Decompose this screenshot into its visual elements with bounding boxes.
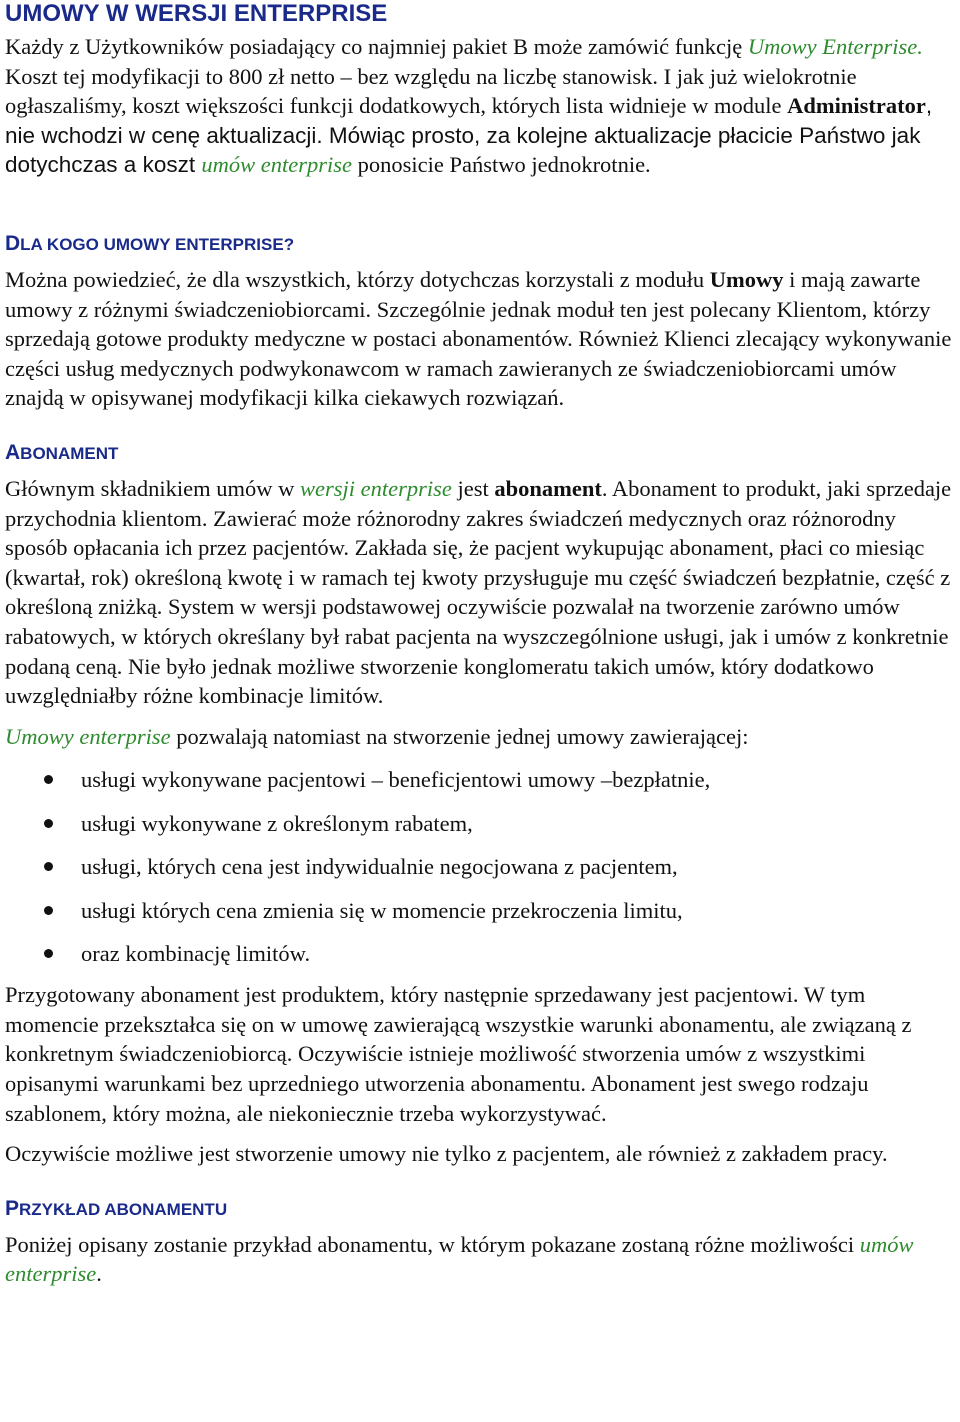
przyklad-text-1: Poniżej opisany zostanie przykład abonamentu, w którym pokazane zostaną różne możliwości: [5, 1231, 860, 1257]
intro-bold-administrator: Administrator: [787, 93, 926, 119]
list-item: [5, 939, 957, 980]
abonament-text-2: jest: [451, 475, 495, 501]
list-item-text: usługi wykonywane z określonym rabatem,: [81, 810, 473, 836]
intro-highlight-umow-enterprise: umów enterprise: [201, 152, 352, 178]
abonament-highlight-wersji-enterprise: wersji enterprise: [299, 475, 452, 501]
list-item-text: usługi, których cena jest indywidualnie negocjowana z pacjentem,: [81, 854, 678, 880]
przyklad-text-2: .: [96, 1261, 102, 1287]
abonament-bullet-list: [5, 765, 957, 980]
intro-text-4: ponosicie Państwo jednokrotnie.: [351, 152, 651, 178]
abonament-paragraph-4: Oczywiście możliwe jest stworzenie umowy nie tylko z pacjentem, ale również z zakładem pracy.: [5, 1141, 888, 1167]
abonament-paragraph-3: Przygotowany abonament jest produktem, który następnie sprzedawany jest pacjentowi. W tym momencie przekształca się on w umowę zawierającą wszystkie warunki abonamentu, ale związaną z konkretnym świadczeniobiorcą. Oczywiście istnieje możliwość stworzenia umów z wszystkimi opisanymi warunkami bez uprzedniego utworzenia abonamentu. Abonament jest swego rodzaju szablonem, który można, ale niekoniecznie trzeba wykorzystywać.: [5, 982, 912, 1126]
abonament-paragraph-2: [5, 722, 957, 752]
intro-text-2: Koszt tej modyfikacji to 800 zł netto – bez względu na liczbę stanowisk. I jak już wielokrotnie ogłaszaliśmy, koszt większości funkcji dodatkowych, których lista widnieje w module: [5, 63, 857, 119]
abonament-text-3: . Abonament to produkt, jaki sprzedaje przychodnia klientom. Zawierać może różnorodny zakres świadczeń medycznych oraz różnorodny sposób opłacania ich przez pacjentów. Zakłada się, że pacjent wykupując abonament, płaci co miesiąc (kwartał, rok) określoną kwotę i w ramach tej kwoty przysługuje mu część świadczeń bezpłatnie, część z określoną zniżką. System w wersji podstawowej oczywiście pozwalał na tworzenie zarówno umów rabatowych, w których określany był rabat pacjenta na wyszczególnione usługi, jak i umów z konkretnie podaną ceną. Nie było jednak możliwe stworzenie konglomeratu takich umów, który dodatkowo uwzględniałby różne kombinacje limitów.: [5, 475, 952, 709]
bullet-icon: [44, 862, 53, 871]
section-heading-przyklad-abonamentu: [5, 1197, 957, 1222]
list-item: [5, 809, 957, 853]
list-item: [5, 765, 957, 809]
heading-initial: D: [5, 231, 21, 255]
heading-initial: P: [5, 1196, 20, 1220]
bullet-icon: [44, 949, 53, 958]
list-item-text: usługi wykonywane pacjentowi – beneficjentowi umowy –bezpłatnie,: [81, 767, 711, 793]
list-item-text: usługi których cena zmienia się w momencie przekroczenia limitu,: [81, 897, 683, 923]
section1-paragraph: [5, 265, 957, 413]
list-item: [5, 852, 957, 896]
intro-text-1: Każdy z Użytkowników posiadający co najmniej pakiet B może zamówić funkcję: [5, 34, 748, 59]
abonament-text-1: Głównym składnikiem umów w: [5, 475, 300, 501]
abonament-text-4: pozwalają natomiast na stworzenie jednej umowy zawierającej:: [170, 723, 749, 749]
bullet-icon: [44, 819, 53, 828]
section1-text-2: i mają zawarte umowy z różnymi świadczeniobiorcami. Szczególnie jednak moduł ten jest polecany Klientom, którzy sprzedają gotowe produkty medyczne w postaci abonamentów. Również Klienci zlecający wykonywanie części usług medycznych podwykonawcom w ramach zawieranych ze świadczeniobiorcami umów znajdą w opisywanej modyfikacji kilka ciekawych rozwiązań.: [5, 266, 952, 411]
list-item-text: oraz kombinację limitów.: [81, 941, 311, 967]
abonament-paragraph-1: [5, 474, 957, 711]
heading-rest: RZYKŁAD ABONAMENTU: [19, 1199, 228, 1219]
heading-initial: A: [5, 440, 21, 464]
abonament-highlight-umowy-enterprise: Umowy enterprise: [5, 723, 171, 749]
section1-bold-umowy: Umowy: [709, 266, 784, 292]
intro-highlight-umowy-enterprise: Umowy Enterprise.: [747, 34, 923, 59]
heading-rest: BONAMENT: [20, 443, 119, 463]
heading-rest: LA KOGO UMOWY ENTERPRISE?: [20, 234, 295, 254]
section-heading-abonament: [5, 441, 957, 466]
section1-text-1: Można powiedzieć, że dla wszystkich, którzy dotychczas korzystali z modułu: [5, 266, 710, 292]
przyklad-highlight-umow-enterprise: umów enterprise: [5, 1231, 914, 1287]
intro-paragraph: [5, 32, 957, 180]
section-heading-dla-kogo: [5, 232, 957, 257]
bullet-icon: [44, 775, 53, 784]
abonament-bold-abonament: abonament: [494, 475, 602, 501]
intro-text-3: , nie wchodzi w cenę aktualizacji. Mówiąc prosto, za kolejne aktualizacje płacicie Państwo jak dotychczas a koszt: [5, 93, 933, 178]
bullet-icon: [44, 906, 53, 915]
przyklad-paragraph: [5, 1230, 957, 1289]
document-title: UMOWY W WERSJI ENTERPRISE: [5, 0, 388, 27]
list-item: [5, 896, 957, 940]
